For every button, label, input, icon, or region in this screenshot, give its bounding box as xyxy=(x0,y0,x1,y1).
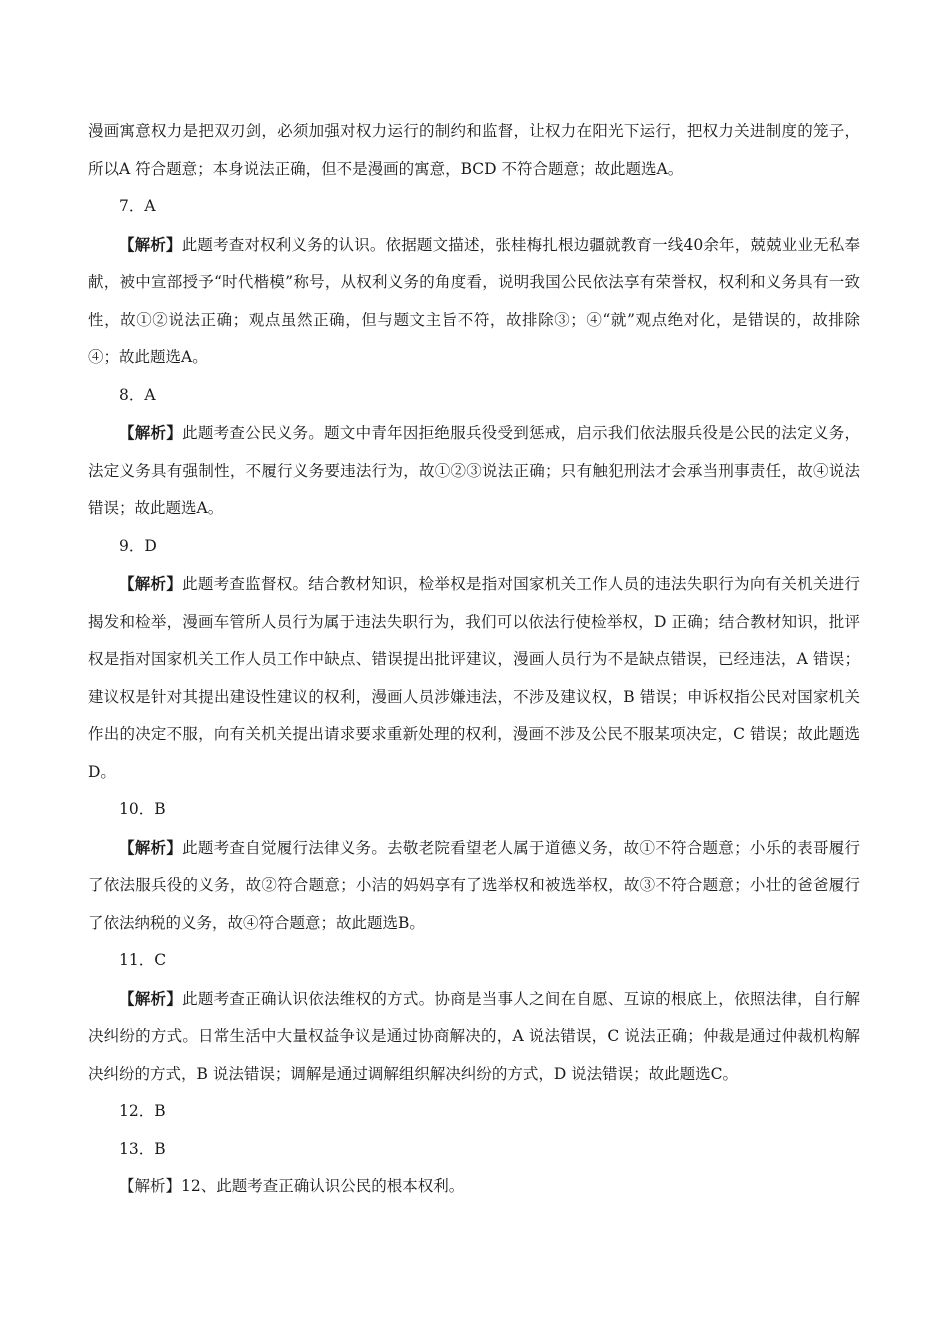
analysis-8 xyxy=(88,414,860,528)
analysis-tag: 【解析】 xyxy=(119,1177,182,1195)
intro-paragraph: 漫画寓意权力是把双刃剑，必须加强对权力运行的制约和监督，让权力在阳光下运行，把权力关进制度的笼子，所以A 符合题意；本身说法正确，但不是漫画的寓意，BCD 不符合题意；故此题选A。 xyxy=(88,122,860,178)
analysis-text: 此题考查正确认识依法维权的方式。协商是当事人之间在自愿、互谅的根底上，依照法律，自行解决纠纷的方式。日常生活中大量权益争议是通过协商解决的，A 说法错误，C 说法正确；仲裁是通过仲裁机构解决纠纷的方式，B 说法错误；调解是通过调解组织解决纠纷的方式，D 说法错误；故此题选C。 xyxy=(88,989,860,1083)
answer-10: 10．B xyxy=(119,800,166,818)
analysis-text: 此题考查对权利义务的认识。依据题文描述，张桂梅扎根边疆就教育一线40余年，兢兢业业无私奉献，被中宣部授予“时代楷模”称号，从权利义务的角度看，说明我国公民依法享有荣誉权，权利和义务具有一致性，故①②说法正确；观点虽然正确，但与题文主旨不符，故排除③；④“就”观点绝对化，是错误的，故排除④；故此题选A。 xyxy=(88,235,860,366)
document-body xyxy=(88,113,860,1206)
analysis-text: 此题考查公民义务。题文中青年因拒绝服兵役受到惩戒，启示我们依法服兵役是公民的法定义务，法定义务具有强制性，不履行义务要违法行为，故①②③说法正确；只有触犯刑法才会承当刑事责任，故④说法错误；故此题选A。 xyxy=(88,424,860,517)
answer-9: 9．D xyxy=(119,536,157,555)
analysis-13 xyxy=(88,1168,860,1206)
answer-13: 13．B xyxy=(119,1139,166,1158)
analysis-tag: 【解析】 xyxy=(119,423,183,442)
analysis-text: 此题考查自觉履行法律义务。去敬老院看望老人属于道德义务，故①不符合题意；小乐的表哥履行了依法服兵役的义务，故②符合题意；小洁的妈妈享有了选举权和被选举权，故③不符合题意；小壮的爸爸履行了依法纳税的义务，故④符合题意；故此题选B。 xyxy=(88,838,860,932)
analysis-text: 12、此题考查正确认识公民的根本权利。 xyxy=(181,1177,465,1195)
analysis-11 xyxy=(88,980,860,1094)
analysis-tag: 【解析】 xyxy=(119,837,183,857)
analysis-text: 此题考查监督权。结合教材知识，检举权是指对国家机关工作人员的违法失职行为向有关机关进行揭发和检举，漫画车管所人员行为属于违法失职行为，我们可以依法行使检举权，D 正确；结合教材知识，批评权是指对国家机关工作人员工作中缺点、错误提出批评建议，漫画人员行为不是缺点错误，已经违法，A 错误；建议权是针对其提出建设性建议的权利，漫画人员涉嫌违法，不涉及建议权，B 错误；申诉权指公民对国家机关作出的决定不服，向有关机关提出请求要求重新处理的权利，漫画不涉及公民不服某项决定，C 错误；故此题选D。 xyxy=(88,575,860,781)
analysis-10 xyxy=(88,829,860,943)
analysis-9 xyxy=(88,565,860,791)
answer-11: 11．C xyxy=(119,951,167,969)
analysis-tag: 【解析】 xyxy=(119,234,182,254)
answer-8: 8．A xyxy=(119,385,156,404)
answer-12: 12．B xyxy=(119,1102,166,1120)
analysis-tag: 【解析】 xyxy=(119,574,183,593)
answer-7: 7．A xyxy=(119,197,156,215)
analysis-tag: 【解析】 xyxy=(119,988,183,1008)
analysis-7 xyxy=(88,226,860,377)
